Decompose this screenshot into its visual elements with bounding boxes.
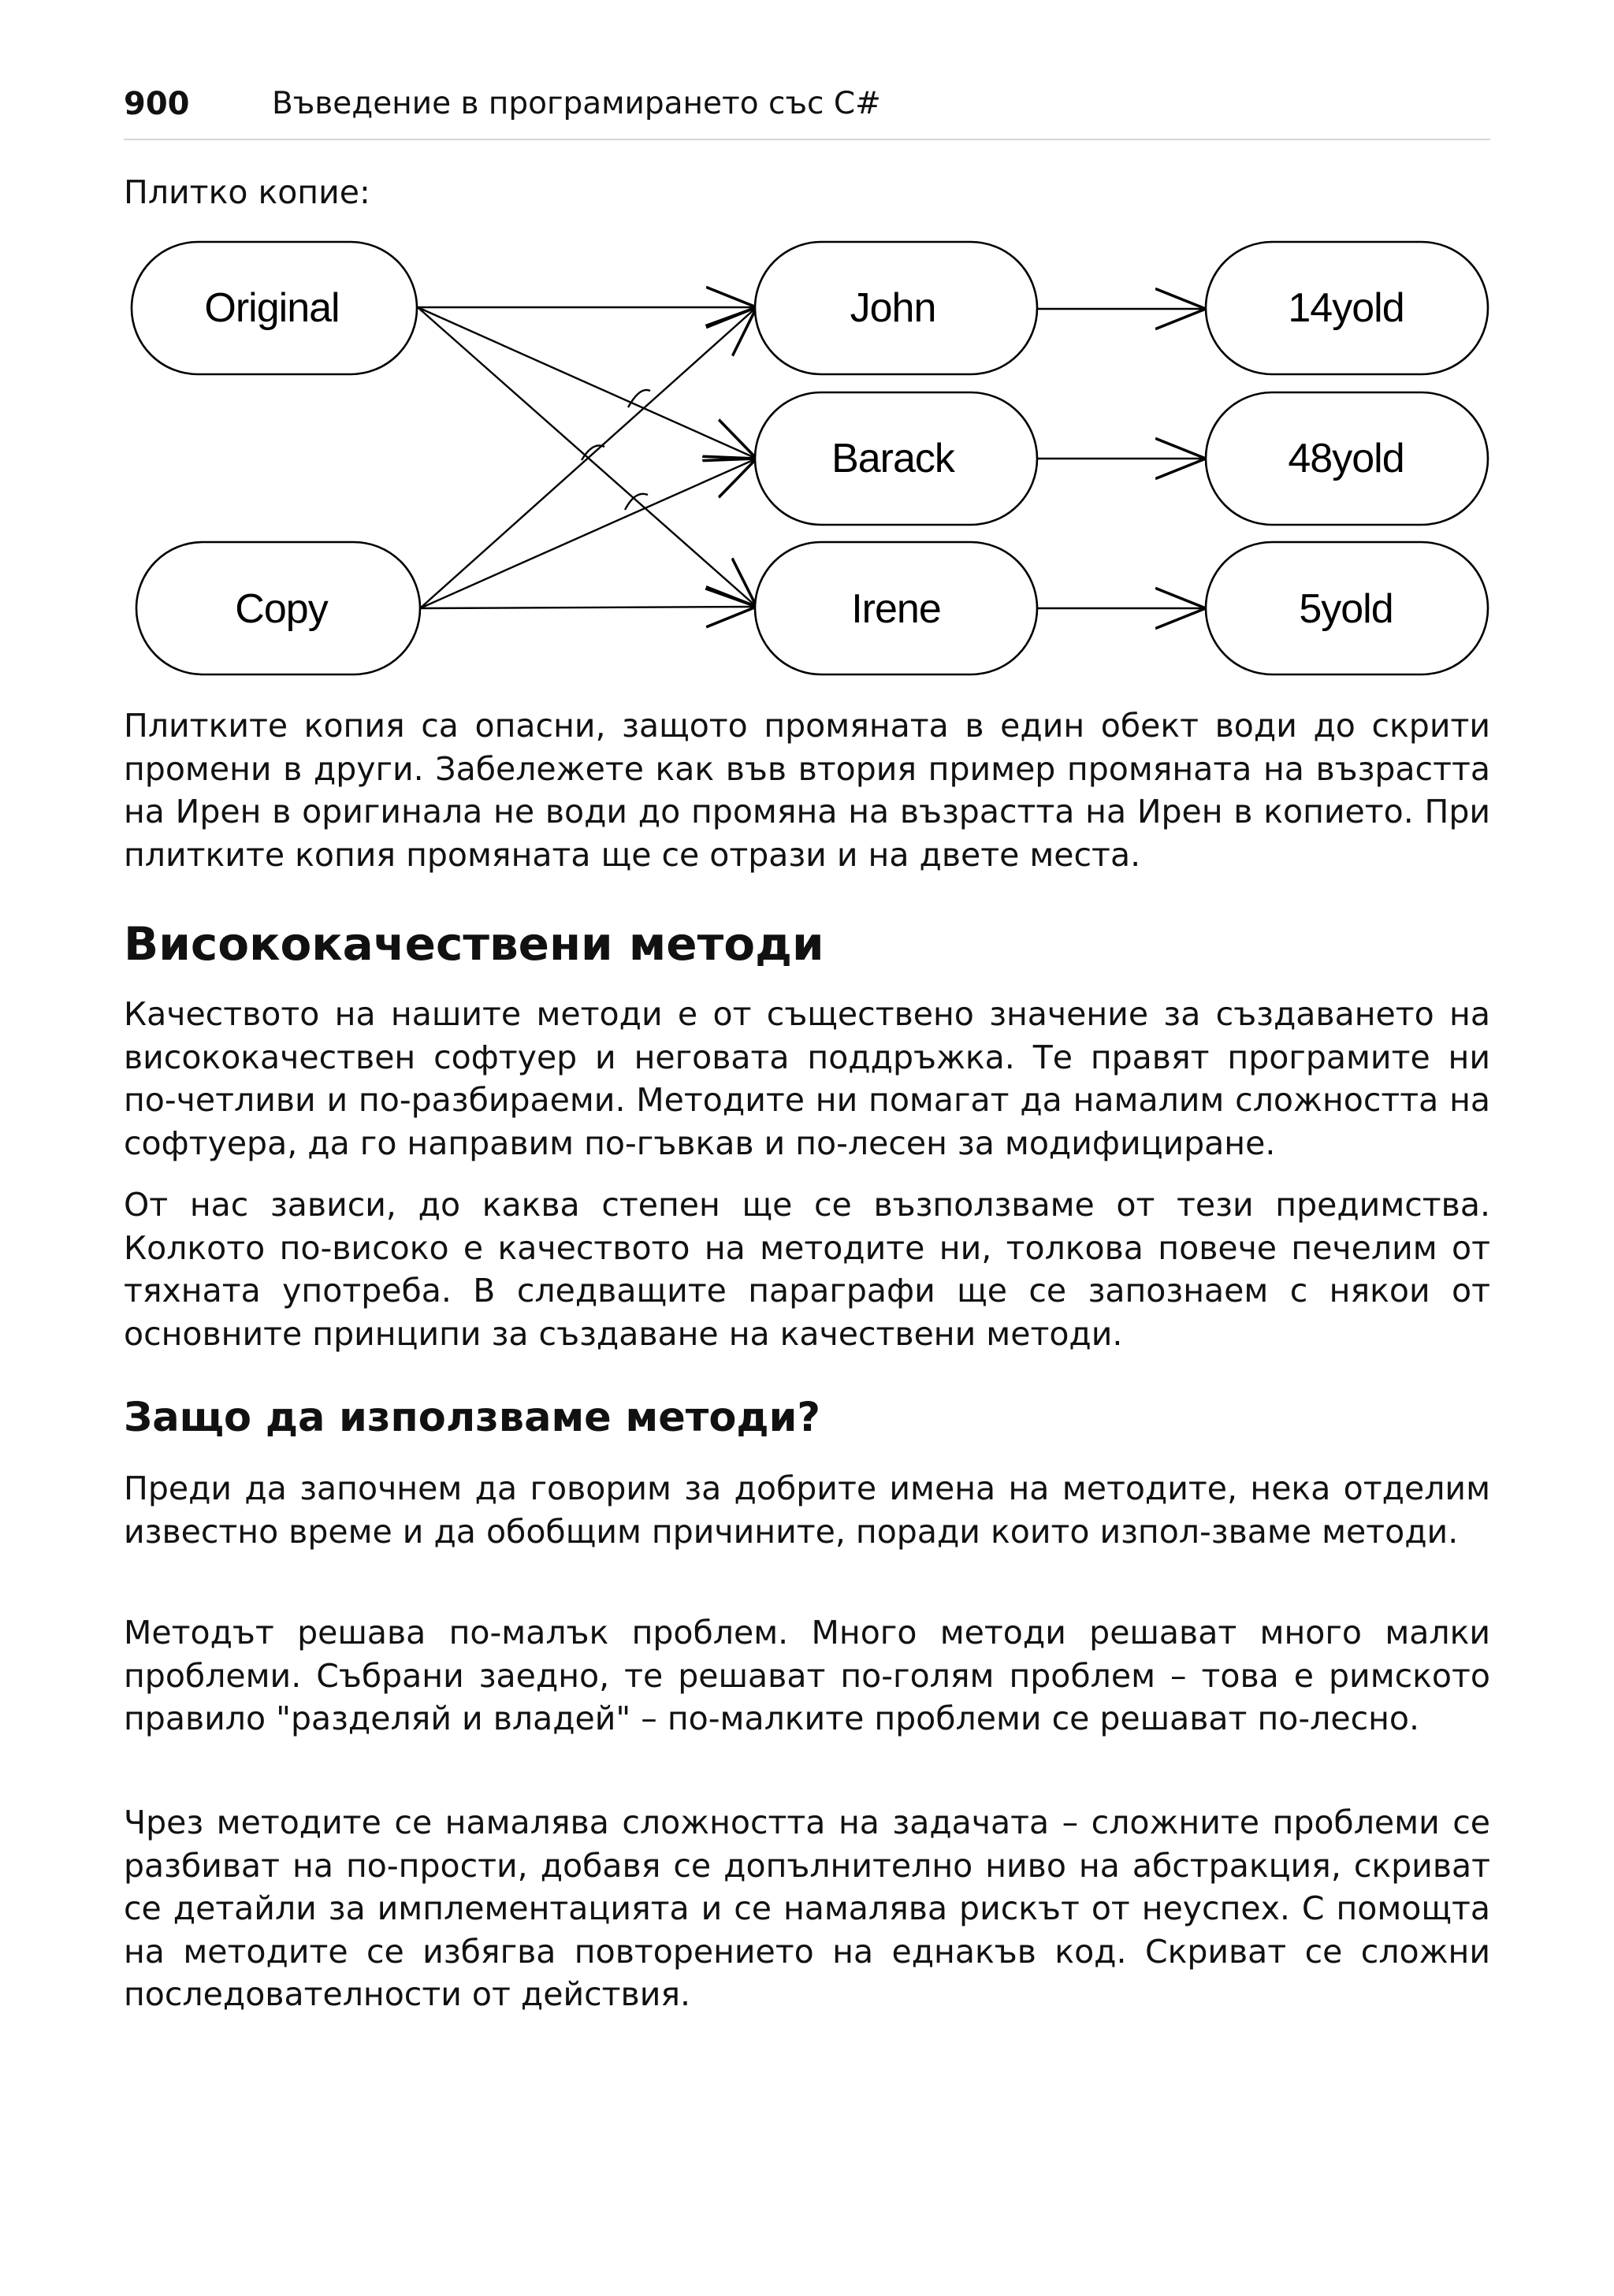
section-quality-benefits xyxy=(124,1183,1490,1355)
label-john: John xyxy=(850,285,936,331)
section-shallow-copy xyxy=(124,704,1490,876)
line-hops xyxy=(582,390,650,510)
page-number: 900 xyxy=(124,86,190,122)
section-why-heading xyxy=(124,1390,1490,1447)
label-barack: Barack xyxy=(831,436,954,481)
section-complexity xyxy=(124,1801,1490,2016)
book-title: Въведение в програмирането със C# xyxy=(272,86,881,121)
diagram-caption: Плитко копие: xyxy=(124,173,370,211)
label-irene: Irene xyxy=(851,586,941,632)
paragraph-quality-intro: Качеството на нашите методи е от съществено значение за създаването на висококачествен софтуер и неговата поддръжка. Те правят програмите ни по-четливи и по-разбираеми. Методите ни помагат да намалим сложността на софтуера, да го направим по-гъвкав и по-лесен за модифициране. xyxy=(124,995,1490,1162)
paragraph-divide-conquer: Методът решава по-малък проблем. Много методи решават много малки проблеми. Събрани заедно, те решават по-голям проблем – това е римското правило "разделяй и владей" – по-малките проблеми се решават по-лесно. xyxy=(124,1614,1490,1737)
arrow-copy-barack xyxy=(420,459,757,608)
section-quality-heading xyxy=(124,912,1490,975)
section-divide-conquer xyxy=(124,1611,1490,1741)
heading-quality-methods: Висококачествени методи xyxy=(124,917,824,971)
label-copy: Copy xyxy=(235,586,328,632)
arrow-original-barack xyxy=(418,307,757,459)
page-header xyxy=(124,79,1490,140)
label-age-barack: 48yold xyxy=(1288,436,1404,481)
paragraph-complexity: Чрез методите се намалява сложността на задачата – сложните проблеми се разбиват на по-прости, добавя се допълнително ниво на абстракция, скриват се детайли за имплементацията и се намалява рискът от неуспех. С помощта на методите се избягва повторението на еднакъв код. Скриват се сложни последователности от действия. xyxy=(124,1804,1490,2013)
paragraph-why-intro: Преди да започнем да говорим за добрите имена на методите, нека отделим известно време и да обобщим причините, поради които изпол-зваме методи. xyxy=(124,1469,1490,1551)
section-why-intro xyxy=(124,1467,1490,1553)
paragraph-shallow-danger: Плитките копия са опасни, защото промяната в един обект води до скрити промени в други. Забележете как във втория пример промяната на възрастта на Ирен в оригинала не води до промяна на възрастта на Ирен в копието. При плитките копия промяната ще се отрази и на двете места. xyxy=(124,707,1490,874)
heading-why-use-methods: Защо да използваме методи? xyxy=(124,1395,820,1441)
paragraph-quality-benefits: От нас зависи, до каква степен ще се възползваме от тези предимства. Колкото по-високо е качеството на методите ни, толкова повече печелим от тяхната употреба. В следващите параграфи ще се запознаем с някои от основните принципи за създаване на качествени методи. xyxy=(124,1186,1490,1353)
shallow-copy-diagram xyxy=(118,232,1497,685)
arrow-copy-irene xyxy=(420,607,757,608)
label-original: Original xyxy=(204,285,340,331)
label-age-john: 14yold xyxy=(1288,285,1404,331)
label-age-irene: 5yold xyxy=(1299,586,1393,632)
section-quality-intro xyxy=(124,993,1490,1165)
